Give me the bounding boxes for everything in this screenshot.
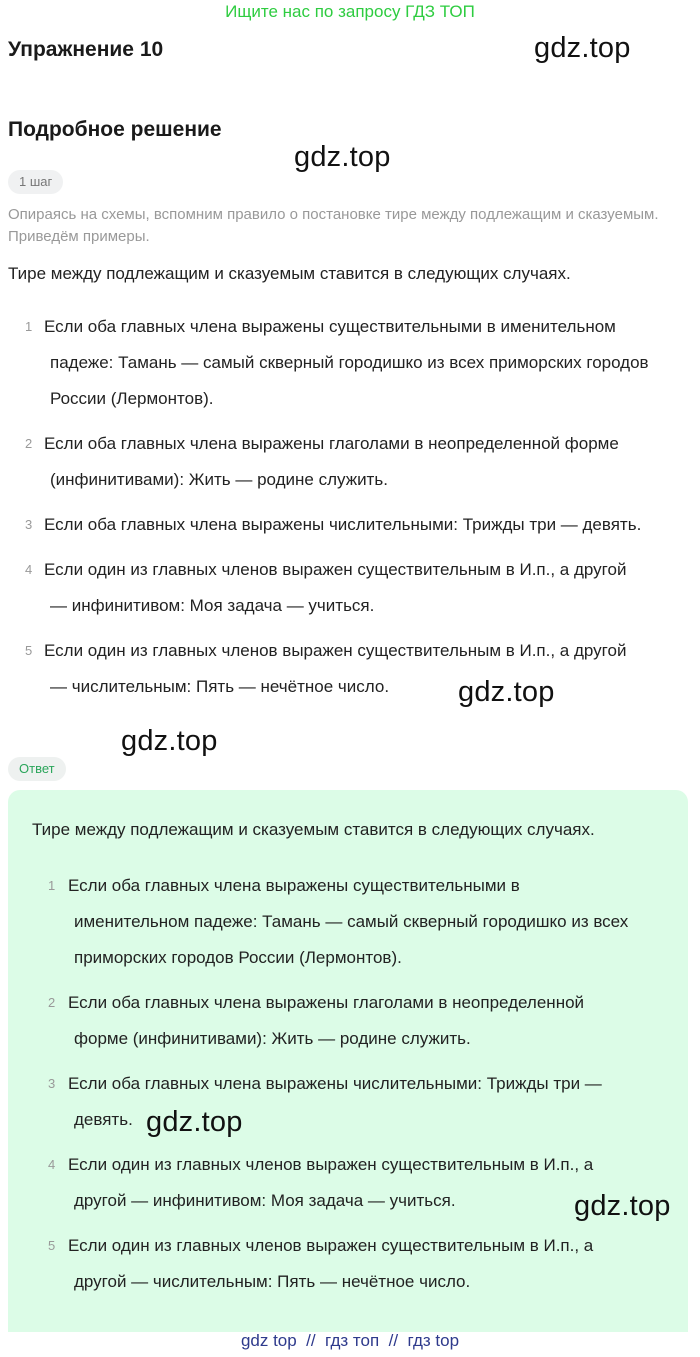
item-first-line: Если оба главных члена выражены глаголами в неопределенной форме <box>44 434 619 453</box>
list-item <box>0 1228 700 1300</box>
item-first-line: Если оба главных члена выражены существительными в <box>68 876 520 895</box>
watermark: gdz.top <box>294 141 391 173</box>
item-first-line: Если оба главных члена выражены глаголами в неопределенной <box>68 993 585 1012</box>
item-number: 3 <box>48 1076 56 1091</box>
item-number: 1 <box>48 878 56 893</box>
item-first-line: Если оба главных члена выражены числительными: Трижды три — девять. <box>44 515 642 534</box>
item-number: 5 <box>48 1238 56 1253</box>
item-number: 4 <box>48 1157 56 1172</box>
item-first-line: Если один из главных членов выражен существительным в И.п., а другой <box>44 560 627 579</box>
watermark: gdz.top <box>574 1190 671 1222</box>
watermark: gdz.top <box>146 1106 243 1138</box>
list-item <box>0 507 700 543</box>
list-item <box>0 985 700 1057</box>
watermark: gdz.top <box>534 32 631 64</box>
step-badge: 1 шаг <box>8 170 63 194</box>
item-continuation: девять. <box>74 1110 133 1129</box>
solution-list <box>0 309 700 714</box>
watermark: gdz.top <box>458 676 555 708</box>
item-continuation: падеже: Тамань — самый скверный городишко из всех приморских городов России (Лермонтов). <box>50 353 649 408</box>
item-first-line: Если оба главных члена выражены существительными в именительном <box>44 317 616 336</box>
item-number: 2 <box>48 995 56 1010</box>
item-number: 4 <box>25 562 33 577</box>
item-continuation: форме (инфинитивами): Жить — родине служить. <box>74 1029 471 1048</box>
footer-links[interactable]: gdz top // гдз топ // гдз top <box>240 1331 460 1350</box>
list-item <box>0 1066 700 1138</box>
item-number: 3 <box>25 517 33 532</box>
list-item <box>0 426 700 498</box>
item-number: 5 <box>25 643 33 658</box>
item-first-line: Если один из главных членов выражен существительным в И.п., а другой <box>44 641 627 660</box>
exercise-title: Упражнение 10 <box>8 38 164 61</box>
item-continuation: (инфинитивами): Жить — родине служить. <box>50 470 388 489</box>
item-first-line: Если один из главных членов выражен существительным в И.п., а <box>68 1155 594 1174</box>
item-first-line: Если один из главных членов выражен существительным в И.п., а <box>68 1236 594 1255</box>
item-first-line: Если оба главных члена выражены числительными: Трижды три — <box>68 1074 602 1093</box>
list-item <box>0 868 700 976</box>
item-continuation: другой — числительным: Пять — нечётное число. <box>74 1272 471 1291</box>
answer-list <box>0 868 700 1309</box>
hint-text: Опираясь на схемы, вспомним правило о постановке тире между подлежащим и сказуемым. Приведём примеры. <box>8 206 659 245</box>
promo-banner[interactable]: Ищите нас по запросу ГДЗ ТОП <box>225 2 475 21</box>
answer-badge: Ответ <box>8 757 66 781</box>
list-item <box>0 633 700 705</box>
list-item <box>0 309 700 417</box>
item-number: 1 <box>25 319 33 334</box>
item-continuation: именительном падеже: Тамань — самый скверный городишко из всех приморских городов России (Лермонтов). <box>74 912 629 967</box>
item-number: 2 <box>25 436 33 451</box>
watermark: gdz.top <box>121 725 218 757</box>
item-continuation: — инфинитивом: Моя задача — учиться. <box>50 596 375 615</box>
item-continuation: другой — инфинитивом: Моя задача — учиться. <box>74 1191 456 1210</box>
solution-intro: Тире между подлежащим и сказуемым ставится в следующих случаях. <box>8 264 571 283</box>
section-title: Подробное решение <box>8 118 222 141</box>
list-item <box>0 552 700 624</box>
answer-intro: Тире между подлежащим и сказуемым ставится в следующих случаях. <box>32 820 595 839</box>
item-continuation: — числительным: Пять — нечётное число. <box>50 677 390 696</box>
